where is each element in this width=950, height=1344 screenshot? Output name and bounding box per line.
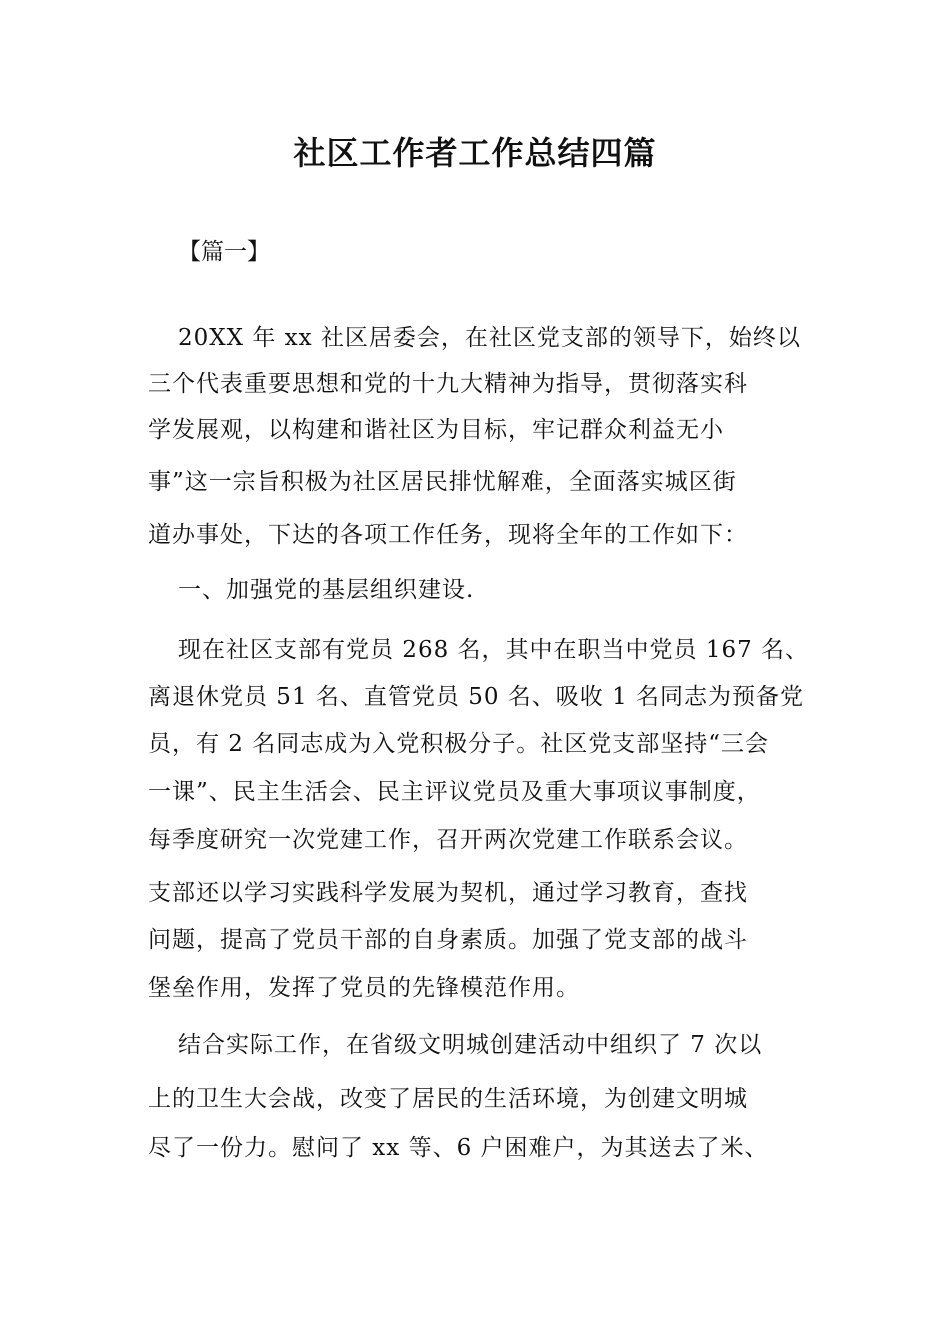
- section-label: 【篇一】: [178, 239, 270, 265]
- paragraph-line: 事”这一宗旨积极为社区居民排忧解难，全面落实城区街: [148, 469, 737, 495]
- paragraph-line: 问题，提高了党员干部的自身素质。加强了党支部的战斗: [148, 927, 748, 953]
- paragraph-line: 道办事处，下达的各项工作任务，现将全年的工作如下：: [148, 522, 748, 548]
- paragraph-line: 离退休党员 51 名、直管党员 50 名、吸收 1 名同志为预备党: [148, 684, 805, 710]
- paragraph-line: 员，有 2 名同志成为入党积极分子。社区党支部坚持“三会: [148, 731, 770, 757]
- paragraph-line: 每季度研究一次党建工作，召开两次党建工作联系会议。: [148, 827, 748, 853]
- paragraph-line: 结合实际工作，在省级文明城创建活动中组织了 7 次以: [178, 1032, 763, 1058]
- paragraph-line: 上的卫生大会战，改变了居民的生活环境，为创建文明城: [148, 1086, 748, 1112]
- paragraph-line: 学发展观，以构建和谐社区为目标，牢记群众利益无小: [148, 417, 724, 443]
- paragraph-line: 20XX 年 xx 社区居委会，在社区党支部的领导下，始终以: [178, 325, 801, 351]
- paragraph-line: 支部还以学习实践科学发展为契机，通过学习教育，查找: [148, 880, 748, 906]
- paragraph-line: 三个代表重要思想和党的十九大精神为指导，贯彻落实科: [148, 371, 748, 397]
- paragraph-line: 一课”、民主生活会、民主评议党员及重大事项议事制度，: [148, 779, 761, 805]
- paragraph-line: 堡垒作用，发挥了党员的先锋模范作用。: [148, 975, 580, 1001]
- document-title: 社区工作者工作总结四篇: [293, 134, 657, 172]
- paragraph-line: 尽了一份力。慰问了 xx 等、6 户困难户，为其送去了米、: [148, 1135, 769, 1161]
- section-heading: 一、加强党的基层组织建设.: [178, 577, 475, 603]
- paragraph-line: 现在社区支部有党员 268 名，其中在职当中党员 167 名、: [178, 637, 810, 663]
